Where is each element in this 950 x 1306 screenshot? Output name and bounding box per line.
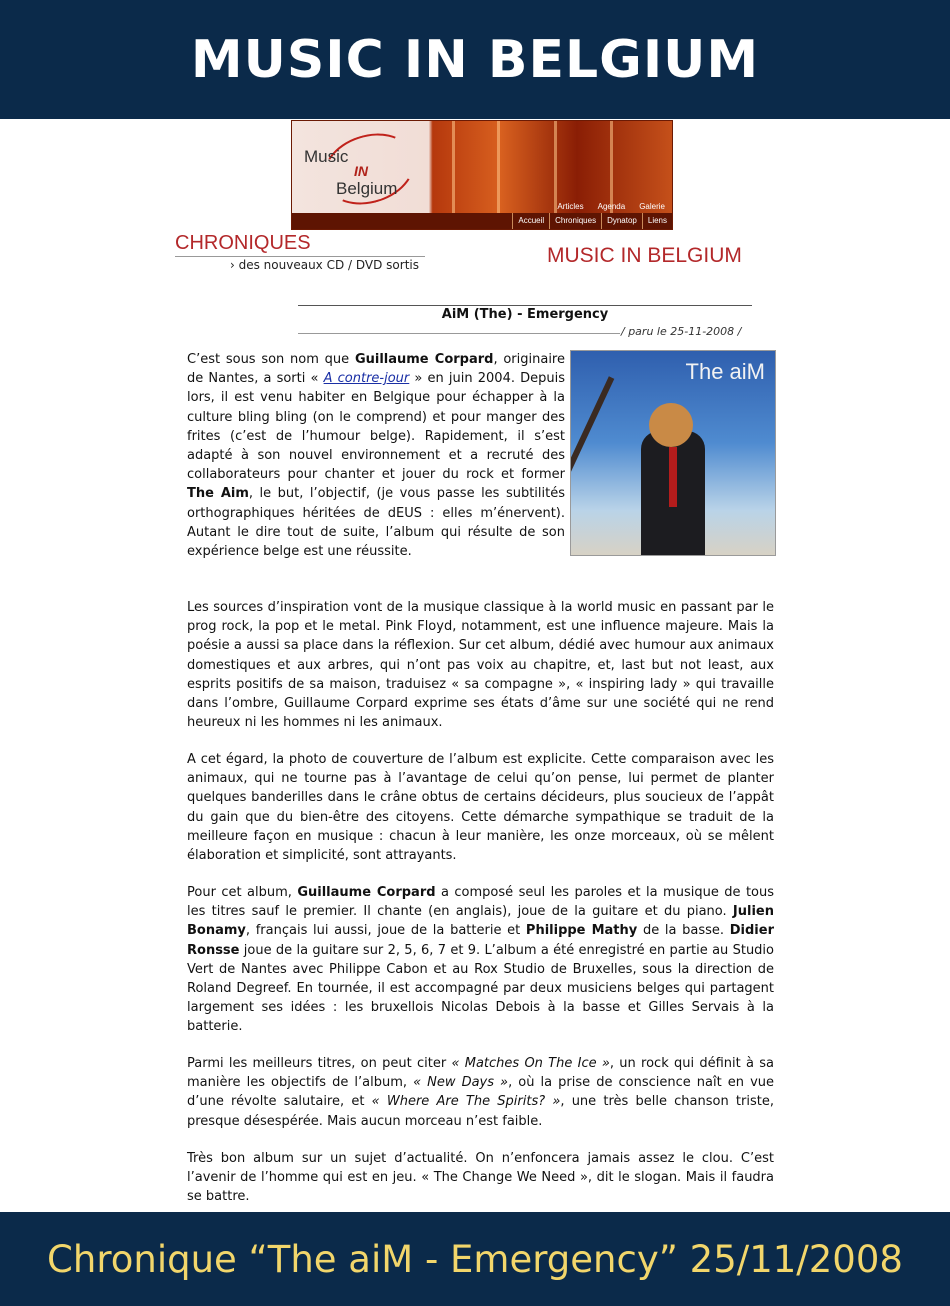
- cover-tree: [570, 376, 614, 505]
- paragraph-1: [187, 350, 565, 561]
- album-cover-image: [570, 350, 776, 556]
- header-stripe: [610, 121, 613, 213]
- article-date-rule: [298, 333, 620, 334]
- section-divider: [175, 256, 425, 257]
- text-run: , un rock qui définit à sa manière les objectifs de l’album,: [187, 1056, 774, 1091]
- nav-agenda[interactable]: Agenda: [597, 202, 626, 211]
- bottom-banner: [0, 1212, 950, 1306]
- paragraph-4: [187, 883, 774, 1037]
- text-run: Pour cet album,: [187, 885, 298, 900]
- text-run: , le but, l’objectif, (je vous passe les subtilités orthographiques héritées de dEUS : elles m’énervent). Autant le dire tout de suite, l’album qui résulte de son expérience belge est une réussite.: [187, 486, 566, 560]
- article-date: / paru le 25-11-2008 /: [621, 325, 742, 338]
- header-stripe: [497, 121, 500, 213]
- site-logo[interactable]: [292, 121, 432, 213]
- text-run: , où la prise de conscience naît en vue d’une révolte salutaire, et: [187, 1075, 774, 1110]
- nav-chroniques[interactable]: Chroniques: [549, 213, 601, 229]
- article-title: AiM (The) - Emergency: [441, 307, 609, 322]
- nav-liens[interactable]: Liens: [642, 213, 672, 229]
- paragraph-6: Très bon album sur un sujet d’actualité. On n’enfoncera jamais assez le clou. C’est l’avenir de l’homme qui est en jeu. « The Change We Need », dit le slogan. Mais il faudra se battre.: [187, 1151, 774, 1205]
- text-run: Parmi les meilleurs titres, on peut citer: [187, 1056, 452, 1071]
- text-run: , originaire de Nantes, a sorti «: [187, 352, 565, 387]
- site-name: MUSIC IN BELGIUM: [547, 244, 742, 267]
- banner-title: MUSIC IN BELGIUM: [190, 29, 760, 90]
- nav-dynatop[interactable]: Dynatop: [601, 213, 642, 229]
- track-title: « New Days »: [413, 1075, 509, 1091]
- top-banner: [0, 0, 950, 119]
- text-run: de la basse.: [637, 923, 730, 939]
- text-run: » en juin 2004. Depuis lors, il est venu habiter en Belgique pour échapper à la culture bling bling (on le comprend) et pour manger des frites (c’est de l’humour belge). Rapidement, il s’est adapté à son nouvel environnement et a recruté des collaborateurs pour chanter et jouer du rock et former: [187, 371, 566, 483]
- paragraph-2: Les sources d’inspiration vont de la musique classique à la world music en passant par le prog rock, la pop et le metal. Pink Floyd, notamment, est une influence majeure. Mais la poésie a aussi sa place dans la réflexion. Sur cet album, dédié avec humour aux animaux domestiques et aux arbres, qui n’ont pas voix au chapitre, et, last but not least, aux esprits positifs de sa maison, traduisez « sa compagne », « inspiring lady » qui travaille dans l’ombre, Guillaume Corpard exprime ses états d’âme sur une société qui ne rend heureux ni les hommes ni les animaux.: [187, 600, 774, 731]
- section-title: CHRONIQUES: [175, 232, 311, 254]
- nav-articles[interactable]: Articles: [557, 202, 584, 211]
- text-run: joue de la guitare sur 2, 5, 6, 7 et 9. L’album a été enregistré en partie au Studio Vert de Nantes avec Philippe Cabon et au Rox Studio de Bruxelles, sous la direction de Roland Degreef. En tournée, il est accompagné par deux musiciens belges qui partagent largement ses idées : les bruxellois Nicolas Debois à la basse et Gilles Servais à la batterie.: [187, 942, 774, 1035]
- track-title: « Where Are The Spirits? »: [371, 1094, 561, 1110]
- text-run: , français lui aussi, joue de la batterie et: [245, 923, 526, 939]
- header-stripe: [554, 121, 557, 213]
- album-link[interactable]: A contre-jour: [323, 371, 410, 387]
- musician-name: Philippe Mathy: [525, 923, 638, 939]
- article-title-rule: [298, 305, 752, 306]
- logo-text-belgium: Belgium: [336, 179, 398, 198]
- logo-text-music: Music: [304, 147, 349, 166]
- logo-text-in: IN: [354, 163, 368, 179]
- text-run: a composé seul les paroles et la musique de tous les titres sauf le premier. Il chante (en anglais), joue de la guitare et du piano.: [187, 885, 775, 920]
- section-subtitle: › des nouveaux CD / DVD sortis: [230, 258, 419, 272]
- paragraph-3: A cet égard, la photo de couverture de l’album est explicite. Cette comparaison avec les animaux, qui ne tourne pas à l’avantage de celui qu’on pense, lui permet de planter quelques banderilles dans le crâne obtus de certains décideurs, plus soucieux de l’appât du gain que du bien-être des citoyens. Cette démarche sympathique se traduit de la meilleure façon en musique : chacun à leur manière, les onze morceaux, où se mêlent élaboration et simplicité, sont attrayants.: [187, 752, 774, 864]
- artist-name: Guillaume Corpard: [297, 885, 436, 900]
- site-header-image: [291, 120, 673, 230]
- track-title: « Matches On The Ice »: [451, 1056, 610, 1071]
- text-run: , une très belle chanson triste, presque désespérée. Mais aucun morceau n’est faible.: [187, 1094, 774, 1129]
- paragraph-5: [187, 1054, 774, 1131]
- nav-galerie[interactable]: Galerie: [639, 202, 665, 211]
- cover-brand-text: The aiM: [685, 359, 765, 384]
- musician-name: Julien Bonamy: [187, 904, 774, 939]
- bottom-caption: Chronique “The aiM - Emergency” 25/11/2008: [47, 1237, 903, 1281]
- header-nav: [292, 213, 672, 229]
- header-stripe: [452, 121, 455, 213]
- musician-name: Didier Ronsse: [187, 923, 774, 958]
- text-run: C’est sous son nom que: [187, 352, 355, 367]
- cover-figure-head: [649, 403, 693, 447]
- artist-name: Guillaume Corpard: [354, 352, 494, 367]
- header-nav-top: [550, 201, 672, 213]
- band-name: The Aim: [187, 486, 249, 502]
- logo-swirl-icon: [314, 122, 424, 216]
- nav-accueil[interactable]: Accueil: [512, 213, 549, 229]
- cover-figure-tie: [669, 447, 677, 507]
